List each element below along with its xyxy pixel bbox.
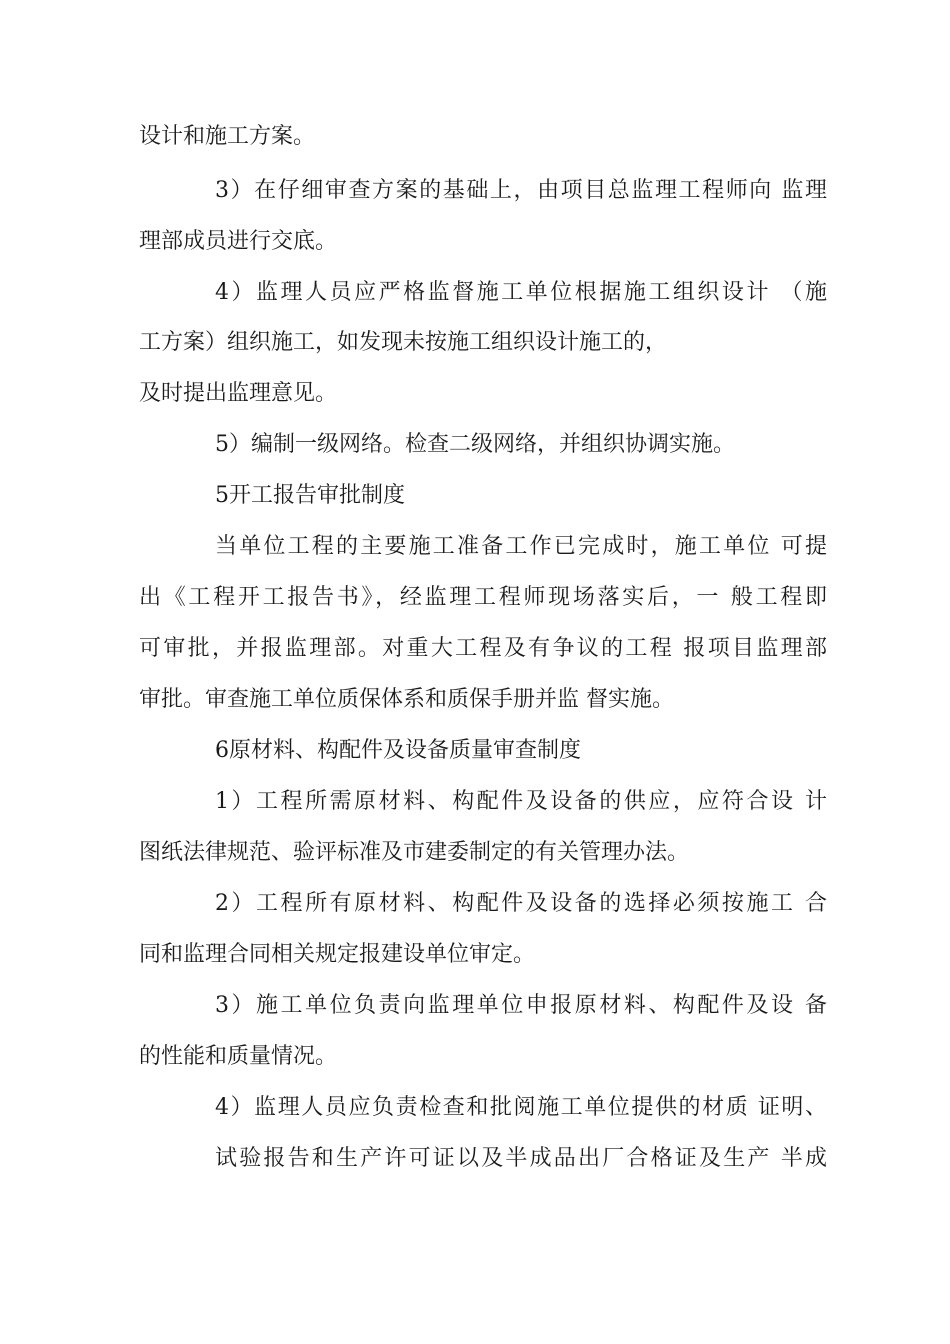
text-line: 可审批，并报监理部。对重大工程及有争议的工程 报项目监理部	[139, 636, 827, 661]
text-line: 的性能和质量情况。	[139, 1044, 338, 1069]
text-line: 3）在仔细审查方案的基础上，由项目总监理工程师向 监理	[215, 178, 827, 203]
text-line: 及时提出监理意见。	[139, 381, 338, 406]
text-line: 4）监理人员应负责检查和批阅施工单位提供的材质 证明、	[215, 1095, 827, 1120]
text-line: 试验报告和生产许可证以及半成品出厂合格证及生产 半成	[215, 1146, 827, 1171]
text-line: 设计和施工方案。	[139, 124, 316, 149]
text-line: 5）编制一级网络。检查二级网络，并组织协调实施。	[215, 432, 735, 457]
text-line: 同和监理合同相关规定报建设单位审定。	[139, 942, 536, 967]
text-line: 出《工程开工报告书》，经监理工程师现场落实后，一 般工程即	[139, 585, 827, 610]
text-line: 4）监理人员应严格监督施工单位根据施工组织设计 （施	[215, 280, 827, 305]
text-line: 图纸法律规范、验评标准及市建委制定的有关管理办法。	[139, 840, 690, 865]
text-line: 3）施工单位负责向监理单位申报原材料、构配件及设 备	[215, 993, 827, 1018]
text-line: 1）工程所需原材料、构配件及设备的供应，应符合设 计	[215, 789, 827, 814]
text-line: 2）工程所有原材料、构配件及设备的选择必须按施工 合	[215, 891, 827, 916]
section-heading: 5开工报告审批制度	[215, 483, 405, 508]
text-line: 理部成员进行交底。	[139, 229, 338, 254]
text-line: 工方案）组织施工，如发现未按施工组织设计施工的，	[139, 330, 668, 355]
text-line: 当单位工程的主要施工准备工作已完成时，施工单位 可提	[215, 534, 827, 559]
section-heading: 6原材料、构配件及设备质量审查制度	[215, 738, 581, 763]
text-line: 审批。审查施工单位质保体系和质保手册并监 督实施。	[139, 687, 674, 712]
